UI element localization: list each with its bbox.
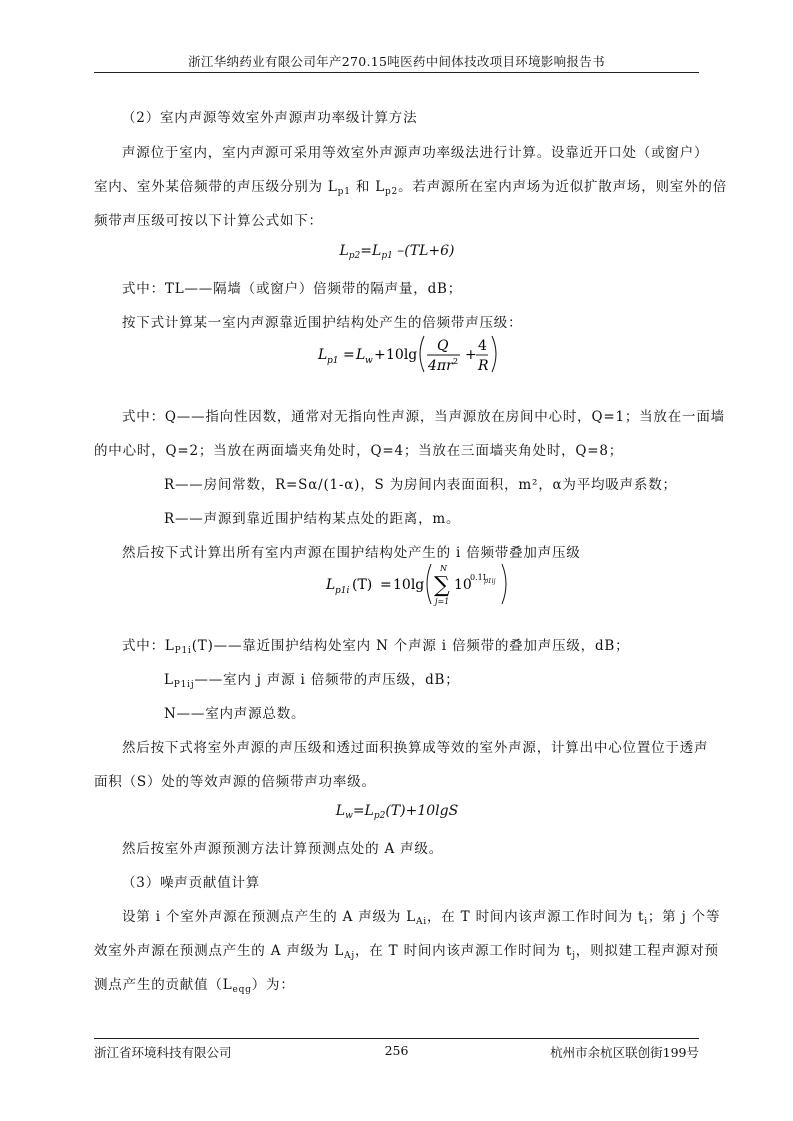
footer-company: 浙江省环境科技有限公司 bbox=[94, 1045, 232, 1060]
eq2-plus-1: + bbox=[374, 347, 386, 363]
where-q-line-2: 的中心时，Q=2；当放在两面墙夹角处时，Q=4；当放在三面墙夹角处时，Q=8； bbox=[94, 443, 624, 459]
eq3-sum-icon: ∑ bbox=[434, 573, 450, 598]
eq3-l: L bbox=[326, 577, 336, 593]
equation-3 bbox=[318, 558, 518, 610]
eq2-l: L bbox=[318, 347, 328, 363]
eq3-ten: 10 bbox=[454, 577, 472, 593]
para-1-line-1: 声源位于室内，室内声源可采用等效室外声源声功率级法进行计算。设靠近开口处（或窗户） bbox=[122, 145, 709, 161]
para-5: 然后按室外声源预测方法计算预测点处的 A 声级。 bbox=[122, 841, 444, 857]
where-q-line-1: 式中：Q——指向性因数，通常对无指向性声源，当声源放在房间中心时，Q=1；当放在一面墙 bbox=[122, 409, 725, 425]
footer-rule bbox=[94, 1038, 699, 1039]
para-3: 然后按下式计算出所有室内声源在围护结构处产生的 i 倍频带叠加声压级 bbox=[122, 545, 581, 561]
page-number: 256 bbox=[384, 1043, 409, 1058]
eq2-left-paren bbox=[420, 336, 424, 372]
para-6-line-1: 设第 i 个室外声源在预测点产生的 A 声级为 $L_{Ai}$，在 T 时间内该声源工作时间为 $t_i$；第 j 个等 bbox=[122, 909, 721, 927]
header-rule bbox=[94, 72, 699, 73]
eq2-lg: 10lg bbox=[386, 347, 418, 363]
eq3-j: j=1 bbox=[435, 597, 450, 606]
eq2-equals: = bbox=[343, 347, 355, 363]
equation-4: $L_w=L_{p2}(T)+10\lg S$ bbox=[335, 803, 459, 821]
running-header: 浙江华纳药业有限公司年产270.15吨医药中间体技改项目环境影响报告书 bbox=[188, 54, 605, 69]
para-1-line-3: 频带声压级可按以下计算公式如下： bbox=[94, 213, 323, 229]
footer-address: 杭州市余杭区联创街199号 bbox=[550, 1045, 699, 1060]
eq2-r: R bbox=[478, 358, 489, 374]
para-6-line-2: 效室外声源在预测点产生的 A 声级为 $L_{Aj}$，在 T 时间内该声源工作时间为 $t_j$，则拟建工程声源对预 bbox=[94, 943, 719, 961]
where-tl: 式中：TL——隔墙（或窗户）倍频带的隔声量，dB； bbox=[122, 281, 463, 297]
eq2-right-paren bbox=[492, 336, 496, 372]
para-6-line-3: 测点产生的贡献值$(L_{eqg})$为： bbox=[94, 977, 295, 995]
where-r-room: R——房间常数，R=Sα/(1-α)，S 为房间内表面面积，m²，α为平均吸声系数； bbox=[164, 477, 677, 493]
eq3-left-paren bbox=[427, 564, 431, 604]
equation-2 bbox=[310, 330, 510, 378]
para-4-line-1: 然后按下式将室外声源的声压级和透过面积换算成等效的室外声源，计算出中心位置位于透声 bbox=[122, 740, 709, 756]
eq2-q: Q bbox=[437, 338, 449, 354]
section-heading-3: （3）噪声贡献值计算 bbox=[122, 875, 261, 891]
eq3-t: (T) bbox=[352, 577, 373, 593]
where-r-distance: R——声源到靠近围护结构某点处的距离，m。 bbox=[164, 511, 461, 527]
eq2-lw: L bbox=[356, 347, 366, 363]
eq3-right-paren bbox=[502, 564, 506, 604]
eq2-l-sub: p1 bbox=[327, 356, 339, 366]
eq2-plus-2: + bbox=[465, 347, 477, 363]
section-heading-2: （2）室内声源等效室外声源声功率级计算方法 bbox=[122, 110, 418, 126]
eq3-lg: 10lg bbox=[393, 577, 425, 593]
where-lp1ij: $L_{P1ij}——$室内 j 声源 i 倍频带的声压级，dB； bbox=[164, 672, 460, 690]
eq2-lw-sub: w bbox=[365, 356, 373, 366]
eq3-equals: = bbox=[380, 577, 392, 593]
where-lp1i: 式中：$L_{P1i}(T)——$靠近围护结构处室内 N 个声源 i 倍频带的叠加声压级，dB； bbox=[122, 638, 630, 656]
eq3-n: N bbox=[440, 564, 447, 573]
eq2-sq: 2 bbox=[453, 357, 459, 366]
para-1-line-2: 室内、室外某倍频带的声压级分别为 $L_{p1}$ 和 $L_{p2}$。若声源所在室内声场为近似扩散声场，则室外的倍 bbox=[94, 179, 727, 197]
where-n: N——室内声源总数。 bbox=[164, 706, 306, 722]
eq2-four: 4 bbox=[478, 338, 487, 354]
eq3-exp-sub: p1ij bbox=[484, 578, 496, 585]
eq3-l-sub: p1i bbox=[335, 586, 350, 596]
equation-1: $L_{p2}=L_{p1}$ –(TL+6) bbox=[339, 243, 455, 261]
para-4-line-2: 面积（S）处的等效声源的倍频带声功率级。 bbox=[94, 774, 376, 790]
para-2: 按下式计算某一室内声源靠近围护结构处产生的倍频带声压级： bbox=[122, 315, 523, 331]
eq2-den: 4πr bbox=[428, 358, 453, 374]
eq3-exp: 0.1L bbox=[470, 573, 489, 582]
